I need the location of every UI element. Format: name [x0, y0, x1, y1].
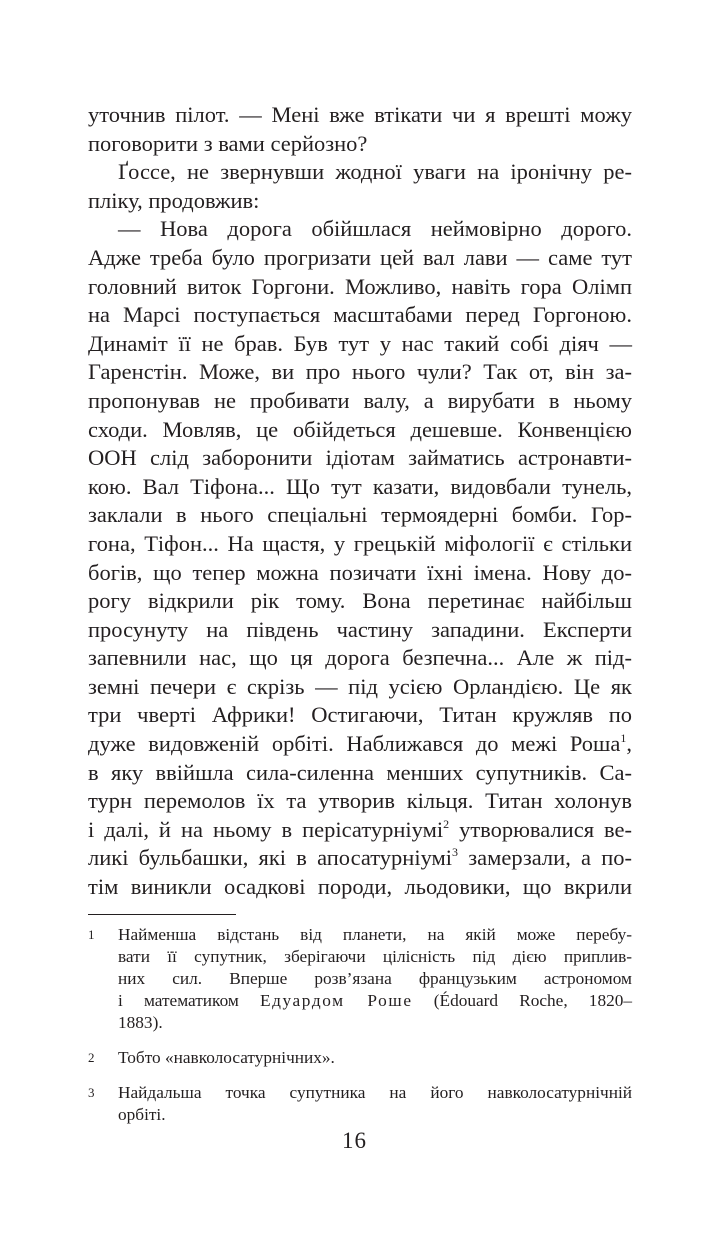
footnotes [88, 924, 632, 1139]
text-line: дуже видовженій орбіті. Наближався до межі Роша$^1$, [88, 731, 632, 757]
text-line: просунуту на південь частину западини. Експерти [88, 616, 632, 642]
footnote-line: них сил. Вперше розв’язана французьким астрономом [118, 969, 632, 988]
footnote-line: вати її супутник, зберігаючи цілісність під дією приплив- [118, 947, 632, 966]
footnote-3 [88, 1082, 632, 1126]
footnote-2 [88, 1047, 632, 1069]
footnote-line: 1883). [118, 1013, 163, 1032]
footnote-number: 2 [88, 1050, 95, 1065]
footnote-line: Тобто «навколосатурнічних». [118, 1048, 335, 1067]
text-line: турн перемолов їх та утворив кільця. Титан холонув [88, 788, 632, 814]
text-line: богів, що тепер можна позичати їхні імена. Нову до- [88, 559, 632, 585]
text-line: кою. Вал Тіфона... Що тут казати, видовбали тунель, [88, 473, 632, 499]
text-line: пліку, продовжив: [88, 187, 260, 213]
footnote-line: орбіті. [118, 1105, 166, 1124]
footnote-number: 3 [88, 1085, 95, 1100]
text-line: гона, Тіфон... На щастя, у грецькій міфології є стільки [88, 530, 632, 556]
footnote-number: 1 [88, 927, 95, 942]
text-line: в яку ввійшла сила-силенна менших супутників. Са- [88, 759, 632, 785]
text-line: сходи. Мовляв, це обійдеться дешевше. Конвенцією [88, 416, 632, 442]
text-line: — Нова дорога обійшлася неймовірно дорого. [118, 216, 632, 242]
text-line: поговорити з вами серйозно? [88, 130, 368, 156]
text-line: головний виток Горгони. Можливо, навіть гора Олімп [88, 273, 632, 299]
footnote-line: Найдальша точка супутника на його навколосатурнічній [118, 1083, 632, 1102]
text-line: на Марсі поступається масштабами перед Горгоною. [88, 302, 632, 328]
footnote-line: і математиком Едуардом Роше (Édouard Roche, 1820– [118, 991, 633, 1010]
page-number: 16 [342, 1128, 367, 1153]
text-line: Ґоссе, не звернувши жодної уваги на іронічну ре- [118, 159, 632, 185]
text-line: Адже треба було прогризати цей вал лави — саме тут [88, 244, 632, 270]
text-line: і далі, й на ньому в перісатурніумі$^2$ утворювалися ве- [88, 816, 632, 842]
text-line: Гаренстін. Може, ви про нього чули? Так от, він за- [88, 359, 632, 385]
text-line: ООН слід заборонити ідіотам займатись астронавти- [88, 445, 632, 471]
footnote-ref-1[interactable]: 1 [620, 731, 627, 746]
text-line: три чверті Африки! Остигаючи, Титан кружляв по [88, 702, 632, 728]
footnote-ref-2[interactable]: 2 [443, 816, 450, 831]
author-name: Едуардом Роше [259, 991, 413, 1010]
main-text [88, 101, 632, 902]
text-line: уточнив пілот. — Мені вже втікати чи я врешті можу [88, 102, 632, 127]
text-line: пропонував не пробивати валу, а вирубати в ньому [88, 387, 632, 413]
footnote-ref-3[interactable]: 3 [452, 845, 459, 860]
text-line: рогу відкрили рік тому. Вона перетинає найбільш [88, 588, 632, 614]
footnote-1 [88, 924, 632, 1034]
text-line: Динаміт її не брав. Був тут у нас такий собі діяч — [88, 330, 632, 356]
text-line: ликі бульбашки, які в апосатурніумі$^3$ замерзали, а по- [88, 845, 632, 871]
text-line: земні печери є скрізь — під усією Орландією. Це як [88, 673, 632, 699]
text-line: тім виникли осадкові породи, льодовики, що вкрили [88, 874, 632, 900]
text-line: заклали в нього спеціальні термоядерні бомби. Гор- [88, 502, 632, 528]
footnote-line: Найменша відстань від планети, на якій може перебу- [118, 925, 632, 944]
text-line: запевнили нас, що ця дорога безпечна... Але ж під- [88, 645, 632, 671]
footnote-separator [88, 914, 236, 915]
